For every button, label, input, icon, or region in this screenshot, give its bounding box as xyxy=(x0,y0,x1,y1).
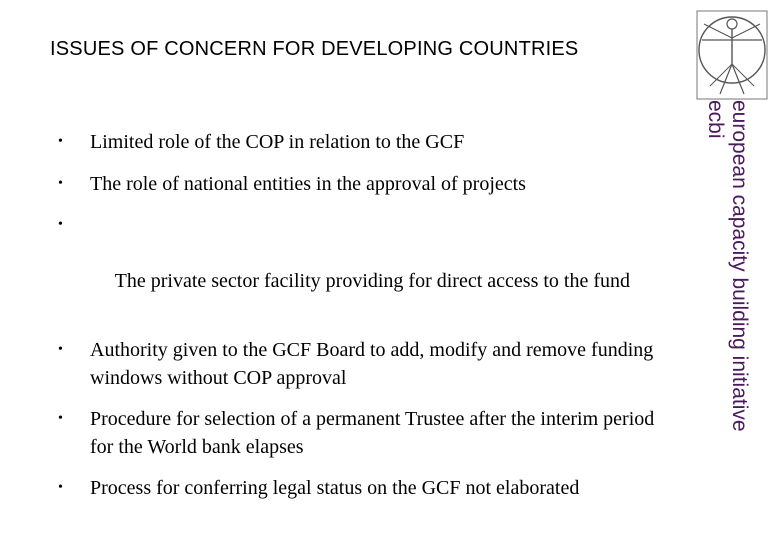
bullet-text: The role of national entities in the approval of projects xyxy=(90,173,526,195)
bullet-text: The private sector facility providing for direct access to the fund xyxy=(110,270,630,292)
vitruvian-man-logo-icon xyxy=(696,10,768,100)
bullet-dot-icon: • xyxy=(58,217,63,232)
bullet-dot-icon: • xyxy=(58,342,63,357)
bullet-dot-icon: • xyxy=(58,134,63,149)
bullet-dot-icon: • xyxy=(58,411,63,426)
bullet-item xyxy=(58,474,678,502)
bullet-item xyxy=(58,336,678,392)
bullet-text: Procedure for selection of a permanent Trustee after the interim period for the World bank elapses xyxy=(90,408,655,458)
sidebar-organization-text xyxy=(697,100,751,520)
bullet-item xyxy=(58,405,678,461)
bullet-dot-icon: • xyxy=(58,480,63,495)
bullet-text: Process for conferring legal status on the GCF not elaborated xyxy=(90,477,580,499)
slide-title: ISSUES OF CONCERN FOR DEVELOPING COUNTRIES xyxy=(50,38,579,60)
bullet-item xyxy=(58,170,678,198)
bullet-text: Authority given to the GCF Board to add, modify and remove funding windows without COP approval xyxy=(90,339,654,389)
bullet-list xyxy=(58,128,678,502)
bullet-item xyxy=(58,211,678,323)
bullet-dot-icon: • xyxy=(58,176,63,191)
sidebar-organization-acronym: ecbi xyxy=(704,100,727,139)
bullet-item xyxy=(58,128,678,156)
bullet-text: Limited role of the COP in relation to the GCF xyxy=(90,131,465,153)
sidebar-organization-name: european capacity building initiative xyxy=(728,100,751,432)
